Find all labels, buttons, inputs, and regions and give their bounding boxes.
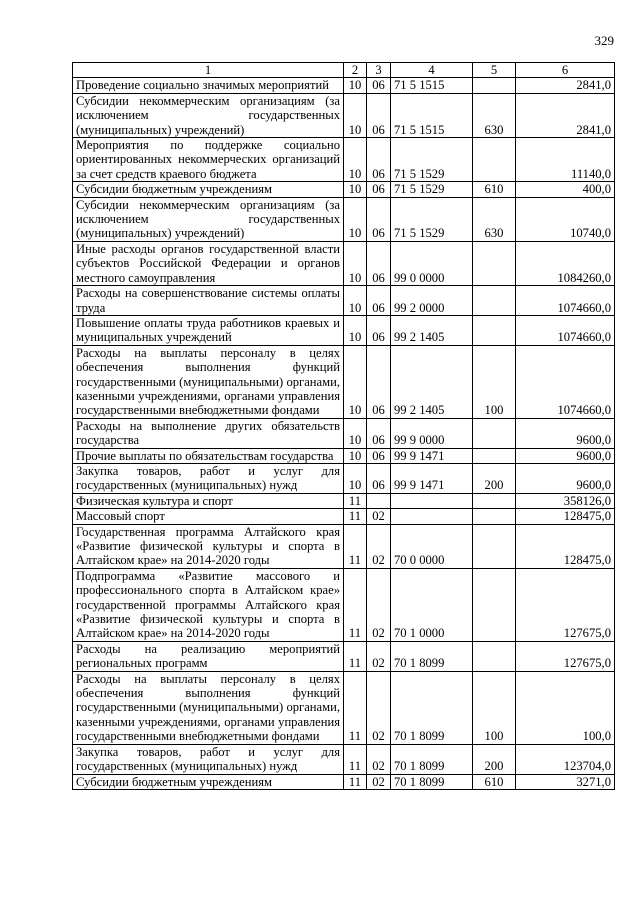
row-section: 11 bbox=[344, 774, 367, 789]
row-amount: 11140,0 bbox=[516, 138, 615, 182]
row-subsection: 02 bbox=[367, 524, 391, 568]
row-subsection: 02 bbox=[367, 641, 391, 671]
row-target-code: 70 0 0000 bbox=[391, 524, 473, 568]
row-subsection: 06 bbox=[367, 286, 391, 316]
table-row bbox=[73, 286, 615, 316]
row-expense-type bbox=[473, 418, 516, 448]
row-amount: 9600,0 bbox=[516, 418, 615, 448]
row-section: 10 bbox=[344, 78, 367, 93]
row-target-code: 70 1 0000 bbox=[391, 568, 473, 641]
row-target-code: 70 1 8099 bbox=[391, 641, 473, 671]
row-expense-type: 200 bbox=[473, 744, 516, 774]
header-cell-1: 1 bbox=[73, 63, 344, 78]
table-row bbox=[73, 463, 615, 493]
table-row bbox=[73, 182, 615, 197]
row-section: 10 bbox=[344, 315, 367, 345]
row-section: 10 bbox=[344, 463, 367, 493]
row-amount: 2841,0 bbox=[516, 78, 615, 93]
row-subsection bbox=[367, 493, 391, 508]
row-target-code: 99 2 1405 bbox=[391, 315, 473, 345]
header-cell-3: 3 bbox=[367, 63, 391, 78]
row-subsection: 06 bbox=[367, 463, 391, 493]
row-section: 10 bbox=[344, 182, 367, 197]
row-amount: 128475,0 bbox=[516, 509, 615, 524]
row-amount: 1084260,0 bbox=[516, 241, 615, 285]
table-row bbox=[73, 197, 615, 241]
table-row bbox=[73, 345, 615, 418]
row-subsection: 06 bbox=[367, 197, 391, 241]
row-amount: 123704,0 bbox=[516, 744, 615, 774]
row-amount: 3271,0 bbox=[516, 774, 615, 789]
row-amount: 1074660,0 bbox=[516, 345, 615, 418]
row-subsection: 06 bbox=[367, 78, 391, 93]
row-subsection: 06 bbox=[367, 418, 391, 448]
row-name: Массовый спорт bbox=[73, 509, 344, 524]
row-subsection: 02 bbox=[367, 744, 391, 774]
table-row bbox=[73, 524, 615, 568]
row-name: Расходы на выплаты персоналу в целях обеспечения выполнения функций государственными (муниципальными) органами, казенными учреждениями, органами управления государственными внебюджетными фондами bbox=[73, 671, 344, 744]
row-amount: 127675,0 bbox=[516, 568, 615, 641]
row-expense-type bbox=[473, 138, 516, 182]
row-name: Повышение оплаты труда работников краевых и муниципальных учреждений bbox=[73, 315, 344, 345]
row-subsection: 06 bbox=[367, 448, 391, 463]
table-row bbox=[73, 744, 615, 774]
row-section: 11 bbox=[344, 744, 367, 774]
row-name: Субсидии некоммерческим организациям (за исключением государственных (муниципальных) учреждений) bbox=[73, 93, 344, 137]
row-subsection: 02 bbox=[367, 568, 391, 641]
row-section: 10 bbox=[344, 241, 367, 285]
row-target-code: 99 2 1405 bbox=[391, 345, 473, 418]
row-name: Проведение социально значимых мероприятий bbox=[73, 78, 344, 93]
row-target-code: 70 1 8099 bbox=[391, 774, 473, 789]
row-expense-type: 610 bbox=[473, 774, 516, 789]
row-target-code: 70 1 8099 bbox=[391, 744, 473, 774]
row-target-code bbox=[391, 509, 473, 524]
row-subsection: 02 bbox=[367, 509, 391, 524]
row-section: 11 bbox=[344, 493, 367, 508]
row-expense-type bbox=[473, 493, 516, 508]
row-expense-type bbox=[473, 448, 516, 463]
row-target-code: 99 9 0000 bbox=[391, 418, 473, 448]
row-amount: 400,0 bbox=[516, 182, 615, 197]
row-subsection: 06 bbox=[367, 241, 391, 285]
row-expense-type: 100 bbox=[473, 671, 516, 744]
row-amount: 1074660,0 bbox=[516, 286, 615, 316]
row-target-code: 99 9 1471 bbox=[391, 448, 473, 463]
header-cell-5: 5 bbox=[473, 63, 516, 78]
row-target-code: 71 5 1529 bbox=[391, 138, 473, 182]
row-subsection: 06 bbox=[367, 345, 391, 418]
row-expense-type bbox=[473, 524, 516, 568]
row-subsection: 02 bbox=[367, 671, 391, 744]
row-amount: 9600,0 bbox=[516, 448, 615, 463]
row-expense-type bbox=[473, 509, 516, 524]
row-name: Субсидии бюджетным учреждениям bbox=[73, 774, 344, 789]
row-expense-type: 200 bbox=[473, 463, 516, 493]
row-section: 11 bbox=[344, 509, 367, 524]
row-target-code: 71 5 1529 bbox=[391, 182, 473, 197]
row-expense-type bbox=[473, 286, 516, 316]
row-subsection: 06 bbox=[367, 315, 391, 345]
row-subsection: 06 bbox=[367, 182, 391, 197]
row-expense-type: 100 bbox=[473, 345, 516, 418]
row-name: Субсидии некоммерческим организациям (за исключением государственных (муниципальных) учреждений) bbox=[73, 197, 344, 241]
row-name: Физическая культура и спорт bbox=[73, 493, 344, 508]
row-name: Расходы на выполнение других обязательств государства bbox=[73, 418, 344, 448]
row-amount: 9600,0 bbox=[516, 463, 615, 493]
budget-table bbox=[72, 62, 615, 790]
row-expense-type: 610 bbox=[473, 182, 516, 197]
table-row bbox=[73, 641, 615, 671]
row-section: 11 bbox=[344, 524, 367, 568]
table-row bbox=[73, 671, 615, 744]
row-section: 11 bbox=[344, 641, 367, 671]
row-target-code: 70 1 8099 bbox=[391, 671, 473, 744]
row-expense-type: 630 bbox=[473, 197, 516, 241]
row-expense-type bbox=[473, 241, 516, 285]
row-name: Расходы на выплаты персоналу в целях обеспечения выполнения функций государственными (муниципальными) органами, казенными учреждениями, органами управления государственными внебюджетными фондами bbox=[73, 345, 344, 418]
table-row bbox=[73, 493, 615, 508]
row-name: Закупка товаров, работ и услуг для государственных (муниципальных) нужд bbox=[73, 463, 344, 493]
row-target-code: 71 5 1515 bbox=[391, 78, 473, 93]
table-row bbox=[73, 568, 615, 641]
row-section: 10 bbox=[344, 448, 367, 463]
row-section: 10 bbox=[344, 418, 367, 448]
row-expense-type bbox=[473, 315, 516, 345]
header-row bbox=[73, 63, 615, 78]
row-section: 10 bbox=[344, 286, 367, 316]
table-row bbox=[73, 241, 615, 285]
row-amount: 1074660,0 bbox=[516, 315, 615, 345]
row-amount: 2841,0 bbox=[516, 93, 615, 137]
row-target-code: 99 0 0000 bbox=[391, 241, 473, 285]
table-row bbox=[73, 93, 615, 137]
row-expense-type bbox=[473, 568, 516, 641]
row-target-code: 71 5 1515 bbox=[391, 93, 473, 137]
row-target-code: 71 5 1529 bbox=[391, 197, 473, 241]
row-name: Государственная программа Алтайского края «Развитие физической культуры и спорта в Алтайском крае» на 2014-2020 годы bbox=[73, 524, 344, 568]
row-name: Закупка товаров, работ и услуг для государственных (муниципальных) нужд bbox=[73, 744, 344, 774]
table-row bbox=[73, 509, 615, 524]
row-name: Прочие выплаты по обязательствам государства bbox=[73, 448, 344, 463]
row-expense-type bbox=[473, 641, 516, 671]
row-subsection: 06 bbox=[367, 93, 391, 137]
row-amount: 127675,0 bbox=[516, 641, 615, 671]
table-row bbox=[73, 315, 615, 345]
row-amount: 100,0 bbox=[516, 671, 615, 744]
row-amount: 10740,0 bbox=[516, 197, 615, 241]
row-name: Мероприятия по поддержке социально ориентированных некоммерческих организаций за счет средств краевого бюджета bbox=[73, 138, 344, 182]
table-row bbox=[73, 418, 615, 448]
row-section: 10 bbox=[344, 345, 367, 418]
table-row bbox=[73, 774, 615, 789]
row-name: Расходы на совершенствование системы оплаты труда bbox=[73, 286, 344, 316]
header-cell-6: 6 bbox=[516, 63, 615, 78]
row-expense-type bbox=[473, 78, 516, 93]
row-section: 10 bbox=[344, 138, 367, 182]
row-subsection: 06 bbox=[367, 138, 391, 182]
row-name: Иные расходы органов государственной власти субъектов Российской Федерации и органов местного самоуправления bbox=[73, 241, 344, 285]
page-number: 329 bbox=[594, 33, 614, 48]
row-subsection: 02 bbox=[367, 774, 391, 789]
row-expense-type: 630 bbox=[473, 93, 516, 137]
row-name: Субсидии бюджетным учреждениям bbox=[73, 182, 344, 197]
table-row bbox=[73, 138, 615, 182]
row-section: 11 bbox=[344, 671, 367, 744]
row-section: 10 bbox=[344, 197, 367, 241]
table-row bbox=[73, 78, 615, 93]
row-section: 11 bbox=[344, 568, 367, 641]
header-cell-2: 2 bbox=[344, 63, 367, 78]
table-row bbox=[73, 448, 615, 463]
row-target-code: 99 9 1471 bbox=[391, 463, 473, 493]
row-section: 10 bbox=[344, 93, 367, 137]
header-cell-4: 4 bbox=[391, 63, 473, 78]
row-name: Расходы на реализацию мероприятий региональных программ bbox=[73, 641, 344, 671]
row-amount: 128475,0 bbox=[516, 524, 615, 568]
row-amount: 358126,0 bbox=[516, 493, 615, 508]
row-name: Подпрограмма «Развитие массового и профессионального спорта в Алтайском крае» государственной программы Алтайского края «Развитие физической культуры и спорта в Алтайском крае» на 2014-2020 годы bbox=[73, 568, 344, 641]
row-target-code bbox=[391, 493, 473, 508]
row-target-code: 99 2 0000 bbox=[391, 286, 473, 316]
